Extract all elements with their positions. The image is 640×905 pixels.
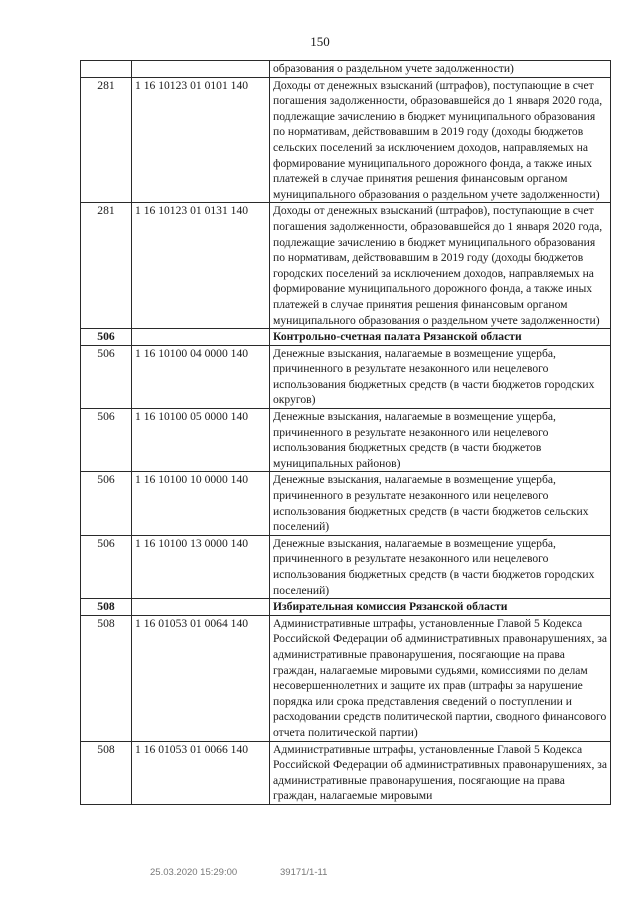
kbk-code-cell: 1 16 10100 13 0000 140 [132, 535, 270, 598]
description-cell: Доходы от денежных взысканий (штрафов), поступающие в счет погашения задолженности, образовавшейся до 1 января 2020 года, подлежащие зачислению в бюджет муниципального образования по нормативам, действовавшим в 2019 году (доходы бюджетов городских поселений за исключением доходов, направляемых на формирование муниципального дорожного фонда, а также иных платежей в случае принятия решения финансовым органом муниципального образования о раздельном учете задолженности) [270, 203, 611, 329]
description-cell: Административные штрафы, установленные Главой 5 Кодекса Российской Федерации об административных правонарушениях, за административные правонарушения, посягающие на права граждан, налагаемые мировыми [270, 741, 611, 804]
table-row [81, 615, 611, 741]
section-title: Контрольно-счетная палата Рязанской области [270, 329, 611, 346]
kbk-code-cell: 1 16 10100 10 0000 140 [132, 472, 270, 535]
description-cell: Доходы от денежных взысканий (штрафов), поступающие в счет погашения задолженности, образовавшейся до 1 января 2020 года, подлежащие зачислению в бюджет муниципального образования по нормативам, действовавшим в 2019 году (доходы бюджетов сельских поселений за исключением доходов, направляемых на формирование муниципального дорожного фонда, а также иных платежей в случае принятия решения финансовым органом муниципального образования о раздельном учете задолженности) [270, 77, 611, 203]
admin-code-cell: 506 [81, 329, 132, 346]
description-cell: Денежные взыскания, налагаемые в возмещение ущерба, причиненного в результате незаконного или нецелевого использования бюджетных средств (в части бюджетов городских поселений) [270, 535, 611, 598]
kbk-code-cell [132, 61, 270, 78]
table-row [81, 535, 611, 598]
admin-code-cell: 281 [81, 77, 132, 203]
section-header-row [81, 329, 611, 346]
admin-code-cell: 508 [81, 741, 132, 804]
footer-doc-id: 39171/1-11 [280, 867, 328, 878]
kbk-code-cell: 1 16 10123 01 0101 140 [132, 77, 270, 203]
budget-codes-table [80, 60, 611, 805]
admin-code-cell [81, 61, 132, 78]
admin-code-cell: 508 [81, 615, 132, 741]
description-cell: Денежные взыскания, налагаемые в возмещение ущерба, причиненного в результате незаконного или нецелевого использования бюджетных средств (в части бюджетов сельских поселений) [270, 472, 611, 535]
table-row [81, 345, 611, 408]
admin-code-cell: 506 [81, 535, 132, 598]
page-number: 150 [310, 34, 330, 49]
table-row-continuation [81, 61, 611, 78]
description-cell: Денежные взыскания, налагаемые в возмещение ущерба, причиненного в результате незаконного или нецелевого использования бюджетных средств (в части бюджетов муниципальных районов) [270, 409, 611, 472]
kbk-code-cell [132, 599, 270, 616]
table-row [81, 741, 611, 804]
kbk-code-cell: 1 16 10123 01 0131 140 [132, 203, 270, 329]
section-title: Избирательная комиссия Рязанской области [270, 599, 611, 616]
table-row [81, 203, 611, 329]
kbk-code-cell: 1 16 10100 04 0000 140 [132, 345, 270, 408]
kbk-code-cell [132, 329, 270, 346]
admin-code-cell: 506 [81, 409, 132, 472]
description-cell: Денежные взыскания, налагаемые в возмещение ущерба, причиненного в результате незаконного или нецелевого использования бюджетных средств (в части бюджетов городских округов) [270, 345, 611, 408]
description-cell: Административные штрафы, установленные Главой 5 Кодекса Российской Федерации об административных правонарушениях, за административные правонарушения, посягающие на права граждан, налагаемые мировыми судьями, комиссиями по делам несовершеннолетних и защите их прав (штрафы за нарушение порядка или срока представления сведений о поступлении и расходовании средств политической партии, сводного финансового отчета политической партии) [270, 615, 611, 741]
admin-code-cell: 506 [81, 472, 132, 535]
section-header-row [81, 599, 611, 616]
table-row [81, 77, 611, 203]
admin-code-cell: 281 [81, 203, 132, 329]
table-row [81, 472, 611, 535]
description-cell: образования о раздельном учете задолженности) [270, 61, 611, 78]
kbk-code-cell: 1 16 10100 05 0000 140 [132, 409, 270, 472]
admin-code-cell: 506 [81, 345, 132, 408]
admin-code-cell: 508 [81, 599, 132, 616]
kbk-code-cell: 1 16 01053 01 0064 140 [132, 615, 270, 741]
table-body [81, 61, 611, 805]
footer-timestamp: 25.03.2020 15:29:00 [150, 867, 238, 878]
table-row [81, 409, 611, 472]
kbk-code-cell: 1 16 01053 01 0066 140 [132, 741, 270, 804]
